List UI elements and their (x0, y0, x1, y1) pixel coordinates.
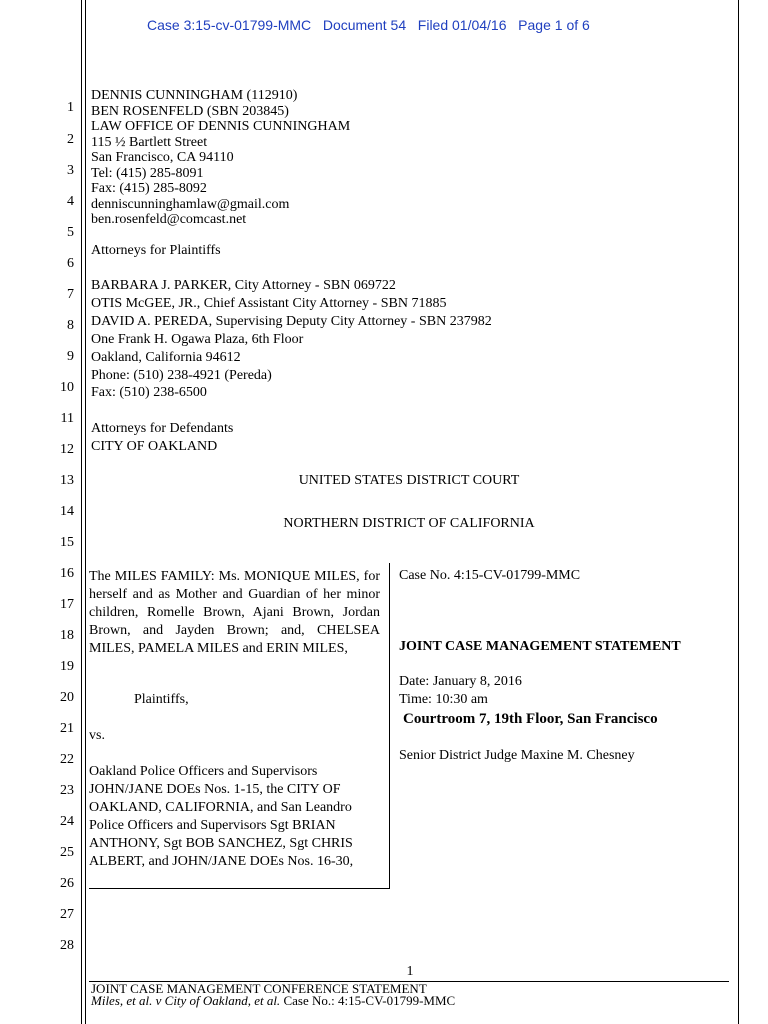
line-number: 2 (67, 132, 74, 147)
defendants-line: ALBERT, and JOHN/JANE DOEs Nos. 16-30, (89, 854, 354, 869)
footer-case-number: Case No.: 4:15-CV-01799-MMC (280, 993, 456, 1008)
footer-caption-italic: Miles, et al. v City of Oakland, et al. (91, 993, 281, 1008)
line-number: 13 (60, 473, 74, 488)
plaintiffs-label: Plaintiffs, (134, 692, 189, 707)
attorneys-for-plaintiffs: Attorneys for Plaintiffs (91, 243, 221, 258)
counsel-line: One Frank H. Ogawa Plaza, 6th Floor (91, 332, 304, 347)
case-number: Case No. 4:15-CV-01799-MMC (399, 568, 581, 583)
line-number: 17 (60, 597, 74, 612)
footer-caption (91, 994, 455, 1007)
line-number: 15 (60, 535, 74, 550)
counsel-line: Fax: (510) 238-6500 (91, 385, 207, 400)
line-number: 12 (60, 442, 74, 457)
counsel-line: DAVID A. PEREDA, Supervising Deputy City Attorney - SBN 237982 (91, 314, 492, 329)
counsel-line: Tel: (415) 285-8091 (91, 165, 204, 181)
plaintiffs-caption: The MILES FAMILY: Ms. MONIQUE MILES, for herself and as Mother and Guardian of her minor children, Romelle Brown, Ajani Brown, Jordan Brown, and Jayden Brown; and, CHELSEA MILES, PAMELA MILES and ERIN MILES, (89, 569, 380, 656)
page-number: 1 (406, 964, 414, 979)
line-number: 16 (60, 566, 74, 581)
defendants-line: Oakland Police Officers and Supervisors (89, 764, 318, 779)
counsel-line: 115 ½ Bartlett Street (91, 134, 208, 150)
counsel-line: LAW OFFICE OF DENNIS CUNNINGHAM (91, 119, 351, 134)
line-number: 3 (67, 163, 74, 178)
court-name: UNITED STATES DISTRICT COURT (298, 473, 520, 488)
attorneys-for-defendants: Attorneys for Defendants (91, 421, 234, 436)
line-number: 27 (60, 907, 74, 922)
right-margin-rule (738, 0, 739, 1024)
line-number: 1 (67, 100, 74, 115)
counsel-line: DENNIS CUNNINGHAM (112910) (91, 88, 298, 103)
counsel-line: BARBARA J. PARKER, City Attorney - SBN 069722 (91, 278, 396, 293)
line-number: 25 (60, 845, 74, 860)
judge-name: Senior District Judge Maxine M. Chesney (399, 748, 635, 763)
defendant-party: CITY OF OAKLAND (91, 439, 218, 454)
line-number: 8 (67, 318, 74, 333)
left-margin-rule-outer (81, 0, 82, 1024)
filing-stamp: Case 3:15-cv-01799-MMC Document 54 Filed 01/04/16 Page 1 of 6 (147, 17, 590, 33)
district-name: NORTHERN DISTRICT OF CALIFORNIA (283, 516, 535, 531)
counsel-line: BEN ROSENFELD (SBN 203845) (91, 103, 289, 119)
line-number: 10 (60, 380, 74, 395)
counsel-line: Oakland, California 94612 (91, 350, 241, 365)
left-margin-rule-inner (85, 0, 86, 1024)
line-number: 23 (60, 783, 74, 798)
hearing-time: Time: 10:30 am (399, 692, 488, 707)
line-number: 19 (60, 659, 74, 674)
line-number: 18 (60, 628, 74, 643)
defendants-line: JOHN/JANE DOEs Nos. 1-15, the CITY OF (89, 782, 341, 797)
line-number: 7 (67, 287, 74, 302)
counsel-email: ben.rosenfeld@comcast.net (91, 212, 247, 227)
line-number: 26 (60, 876, 74, 891)
defendants-line: OAKLAND, CALIFORNIA, and San Leandro (89, 800, 352, 815)
defendants-line: Police Officers and Supervisors Sgt BRIAN (89, 818, 336, 833)
hearing-date: Date: January 8, 2016 (399, 674, 522, 689)
line-number: 20 (60, 690, 74, 705)
line-number: 5 (67, 225, 74, 240)
counsel-line: Phone: (510) 238-4921 (Pereda) (91, 368, 272, 383)
courtroom: Courtroom 7, 19th Floor, San Francisco (403, 711, 658, 727)
line-number: 4 (67, 194, 74, 209)
counsel-email: denniscunninghamlaw@gmail.com (91, 196, 290, 212)
line-number: 28 (60, 938, 74, 953)
line-number: 22 (60, 752, 74, 767)
defendants-line: ANTHONY, Sgt BOB SANCHEZ, Sgt CHRIS (89, 836, 353, 851)
line-number: 14 (60, 504, 74, 519)
counsel-line: Fax: (415) 285-8092 (91, 181, 207, 196)
footer-title: JOINT CASE MANAGEMENT CONFERENCE STATEMENT (91, 981, 427, 996)
document-title: JOINT CASE MANAGEMENT STATEMENT (399, 639, 681, 654)
line-number: 11 (60, 411, 74, 426)
counsel-line: San Francisco, CA 94110 (91, 150, 234, 165)
line-number: 24 (60, 814, 74, 829)
versus: vs. (89, 728, 105, 743)
line-number: 6 (67, 256, 74, 271)
line-number: 9 (67, 349, 74, 364)
line-number: 21 (60, 721, 74, 736)
counsel-line: OTIS McGEE, JR., Chief Assistant City Attorney - SBN 71885 (91, 296, 447, 311)
